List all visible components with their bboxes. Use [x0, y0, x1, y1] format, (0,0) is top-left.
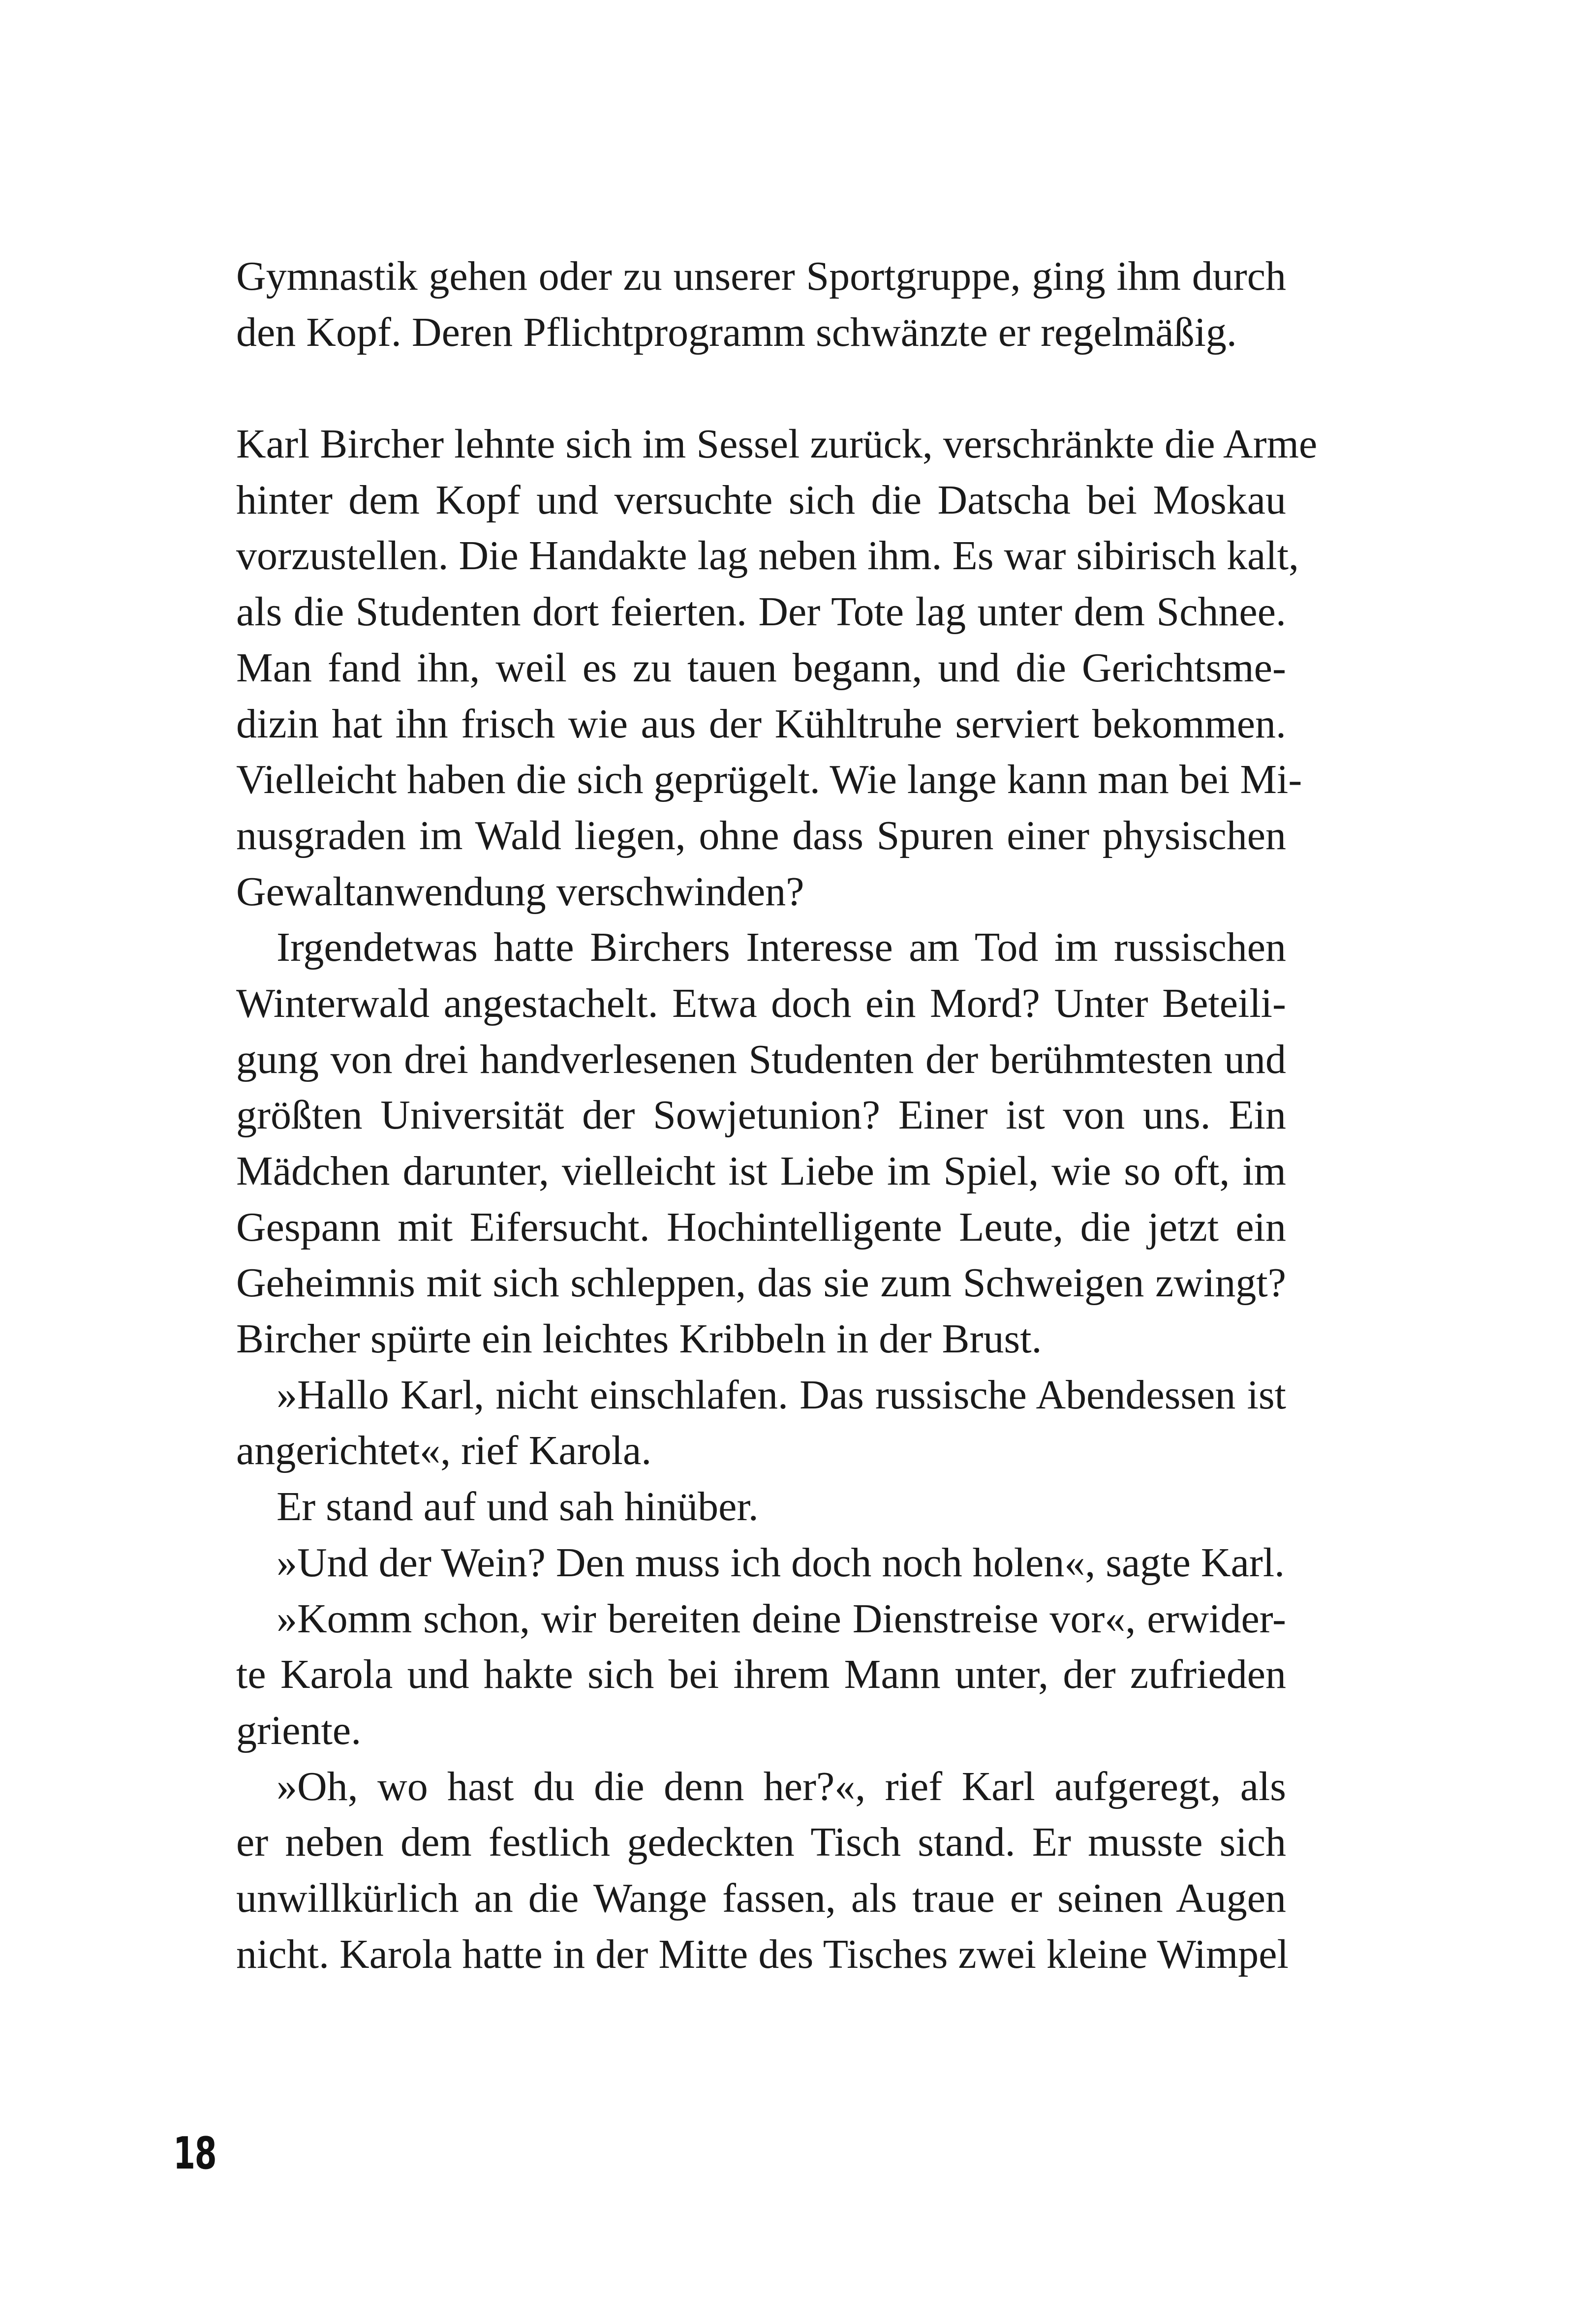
text-line: »Und der Wein? Den muss ich doch noch holen«, sagte Karl. — [277, 1539, 1285, 1586]
body-text — [236, 248, 1318, 1982]
text-line: dizin hat ihn frisch wie aus der Kühltruhe serviert bekommen. — [236, 701, 1286, 747]
text-line: als die Studenten dort feierten. Der Tote lag unter dem Schnee. — [236, 589, 1286, 635]
paragraph — [236, 1759, 1289, 1983]
text-line: te Karola und hakte sich bei ihrem Mann unter, der zufrieden — [236, 1651, 1286, 1698]
paragraph — [236, 1591, 1286, 1759]
text-line: »Hallo Karl, nicht einschlafen. Das russische Abendessen ist — [277, 1372, 1286, 1418]
text-line: Gespann mit Eifersucht. Hochintelligente Leute, die jetzt ein — [236, 1204, 1286, 1250]
text-line: vorzustellen. Die Handakte lag neben ihm. Es war sibirisch kalt, — [236, 533, 1299, 579]
paragraph — [236, 416, 1318, 919]
paragraph — [236, 1479, 1286, 1535]
text-line: nicht. Karola hatte in der Mitte des Tisches zwei kleine Wimpel — [236, 1931, 1289, 1977]
paragraph — [236, 1367, 1286, 1479]
paragraph — [236, 1535, 1286, 1591]
page-number: 18 — [173, 2128, 216, 2179]
text-line: größten Universität der Sowjetunion? Einer ist von uns. Ein — [236, 1092, 1286, 1138]
text-line: Er stand auf und sah hinüber. — [277, 1484, 759, 1530]
text-line: Bircher spürte ein leichtes Kribbeln in der Brust. — [236, 1316, 1042, 1362]
text-line: »Oh, wo hast du die denn her?«, rief Karl aufgeregt, als — [277, 1763, 1286, 1809]
text-line: Winterwald angestachelt. Etwa doch ein Mord? Unter Beteili- — [236, 980, 1286, 1026]
text-line: nusgraden im Wald liegen, ohne dass Spuren einer physischen — [236, 812, 1286, 858]
text-line: Man fand ihn, weil es zu tauen begann, und die Gerichtsme- — [236, 644, 1286, 691]
text-line: »Komm schon, wir bereiten deine Dienstreise vor«, erwider- — [277, 1595, 1286, 1642]
paragraph — [236, 248, 1286, 360]
text-line: den Kopf. Deren Pflichtprogramm schwänzte er regelmäßig. — [236, 309, 1237, 355]
text-line: Vielleicht haben die sich geprügelt. Wie lange kann man bei Mi- — [236, 757, 1302, 803]
paragraph — [236, 919, 1286, 1367]
text-line: angerichtet«, rief Karola. — [236, 1428, 652, 1474]
text-line: Gewaltanwendung verschwinden? — [236, 868, 804, 915]
text-line: unwillkürlich an die Wange fassen, als traue er seinen Augen — [236, 1875, 1286, 1921]
text-line: Gymnastik gehen oder zu unserer Sportgruppe, ging ihm durch — [236, 253, 1286, 299]
text-line: Karl Bircher lehnte sich im Sessel zurück, verschränkte die Arme — [236, 421, 1318, 467]
section-break — [236, 360, 1286, 416]
text-line: Geheimnis mit sich schleppen, das sie zum Schweigen zwingt? — [236, 1260, 1286, 1306]
text-line: hinter dem Kopf und versuchte sich die Datscha bei Moskau — [236, 477, 1286, 523]
text-line: gung von drei handverlesenen Studenten der berühmtesten und — [236, 1036, 1286, 1082]
text-line: er neben dem festlich gedeckten Tisch stand. Er musste sich — [236, 1819, 1286, 1865]
text-line: Irgendetwas hatte Birchers Interesse am Tod im russischen — [277, 924, 1286, 971]
text-line: griente. — [236, 1707, 362, 1753]
text-line: Mädchen darunter, vielleicht ist Liebe im Spiel, wie so oft, im — [236, 1148, 1286, 1194]
